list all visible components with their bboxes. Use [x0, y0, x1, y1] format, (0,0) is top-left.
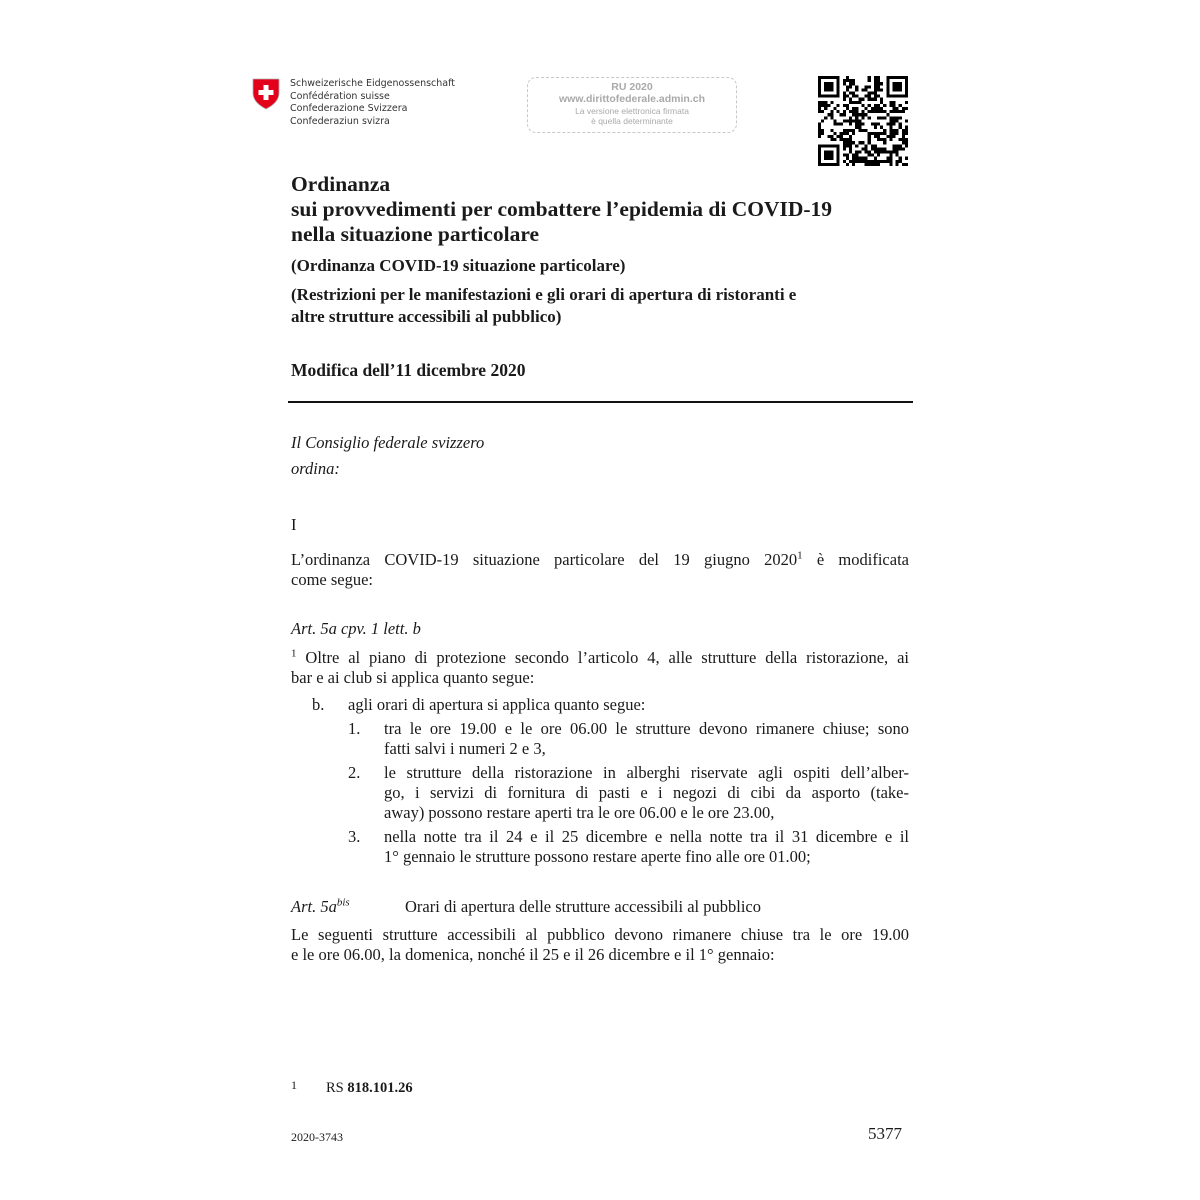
article-5abis-label-sup: bis	[336, 896, 350, 909]
confederation-names	[290, 78, 455, 128]
subtitle-line-2: altre strutture accessibili al pubblico)	[291, 307, 562, 326]
list-item-line: le strutture della ristorazione in alberghi riservate agli ospiti dell’alber-	[384, 763, 909, 782]
paragraph-text: Oltre al piano di protezione secondo l’articolo 4, alle strutture della ristorazione, ai	[296, 648, 909, 667]
swiss-crest-icon	[252, 78, 280, 110]
qr-code-icon	[818, 76, 908, 166]
short-title: (Ordinanza COVID-19 situazione particolare)	[291, 256, 626, 275]
preamble-authority: Il Consiglio federale svizzero	[291, 433, 485, 452]
intro-line-2: come segue:	[291, 570, 374, 589]
title-line-1: Ordinanza	[291, 172, 391, 196]
stamp-note-1: La versione elettronica firmata	[575, 106, 689, 116]
article-5a-heading: Art. 5a cpv. 1 lett. b	[291, 619, 421, 638]
list-item-line: away) possono restare aperti tra le ore 06.00 e le ore 23.00,	[384, 803, 775, 822]
list-item-line: fatti salvi i numeri 2 e 3,	[384, 739, 546, 758]
article-5abis-label	[291, 897, 350, 917]
article-5abis-label-text: Art. 5a	[291, 897, 337, 916]
footnote-text	[326, 1080, 413, 1097]
letter-b-marker: b.	[312, 695, 325, 714]
preamble-ordains: ordina:	[291, 459, 340, 478]
stamp-website: www.dirittofederale.admin.ch	[558, 93, 706, 105]
page-number: 5377	[868, 1124, 902, 1143]
confederation-name-it: Confederazione Svizzera	[290, 103, 408, 114]
list-item-line: go, i servizi di fornitura di pasti e i negozi di cibi da asporto (take-	[384, 783, 909, 802]
intro-line-1	[291, 550, 909, 570]
list-item-number: 3.	[348, 827, 361, 846]
confederation-name-fr: Confédération suisse	[290, 90, 390, 102]
article-5abis-title: Orari di apertura delle strutture accessibili al pubblico	[405, 897, 761, 916]
confederation-name-de: Schweizerische Eidgenossenschaft	[290, 78, 456, 89]
footnote-prefix: RS	[326, 1080, 348, 1096]
title-line-2: sui provvedimenti per combattere l’epidemia di COVID-19	[291, 197, 833, 221]
intro-text: L’ordinanza COVID-19 situazione particolare del 19 giugno 2020	[291, 550, 798, 569]
title-line-3: nella situazione particolare	[291, 222, 540, 246]
stamp-collection: RU 2020	[611, 81, 653, 93]
document-number: 2020-3743	[291, 1130, 343, 1144]
article-5abis-line-1: Le seguenti strutture accessibili al pubblico devono rimanere chiuse tra le ore 19.00	[291, 925, 909, 944]
article-5abis-line-2: e le ore 06.00, la domenica, nonché il 25 e il 26 dicembre e il 1° gennaio:	[291, 945, 775, 964]
list-item-line: nella notte tra il 24 e il 25 dicembre e nella notte tra il 31 dicembre e il	[384, 827, 909, 846]
intro-text-end: è modificata	[802, 550, 909, 569]
letter-b-text: agli orari di apertura si applica quanto segue:	[348, 695, 646, 714]
footnote-number: 1	[291, 1078, 297, 1092]
list-item-line: 1° gennaio le strutture possono restare aperte fino alle ore 01.00;	[384, 847, 811, 866]
official-publication-stamp	[527, 77, 737, 133]
document-title-block	[291, 172, 931, 328]
amendment-date: Modifica dell’11 dicembre 2020	[291, 360, 526, 380]
paragraph-number: 1	[291, 647, 297, 660]
section-numeral: I	[291, 515, 297, 534]
subtitle	[291, 284, 931, 328]
list-item-number: 2.	[348, 763, 361, 782]
list-item-number: 1.	[348, 719, 361, 738]
title-divider	[288, 401, 913, 403]
footnote-reference: 1	[797, 549, 803, 562]
list-item-line: tra le ore 19.00 e le ore 06.00 le strutture devono rimanere chiuse; sono	[384, 719, 909, 738]
subtitle-line-1: (Restrizioni per le manifestazioni e gli orari di apertura di ristoranti e	[291, 285, 797, 304]
confederation-name-rm: Confederaziun svizra	[290, 115, 390, 127]
stamp-note-2: è quella determinante	[591, 116, 673, 126]
footnote-citation: 818.101.26	[347, 1080, 413, 1096]
article-5a-para-line-2: bar e ai club si applica quanto segue:	[291, 668, 535, 687]
article-5a-para-line-1	[291, 648, 909, 668]
